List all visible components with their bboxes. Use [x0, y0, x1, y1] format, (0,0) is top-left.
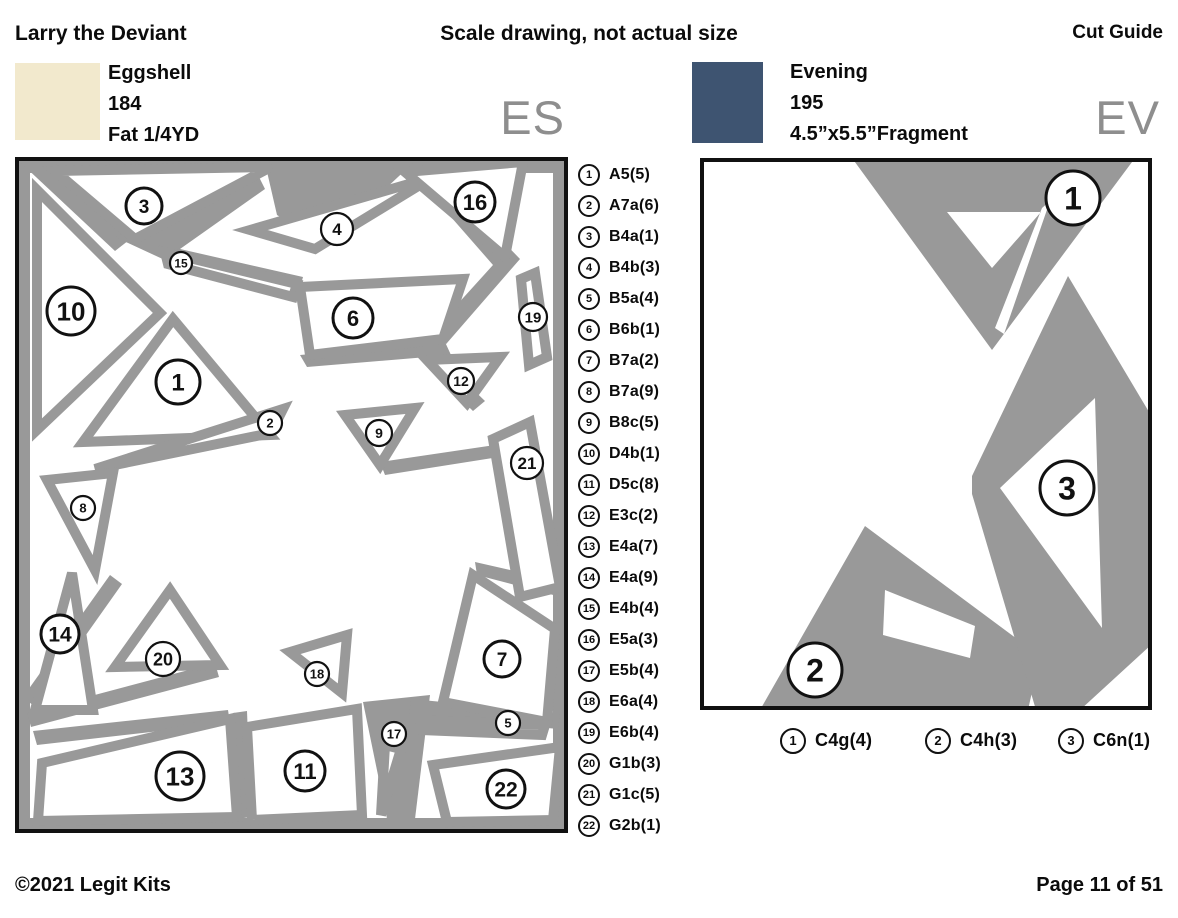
legend-item	[578, 345, 698, 376]
piece-marker-number: 17	[386, 726, 402, 742]
es-panel-code: ES	[500, 91, 565, 144]
legend-item	[578, 655, 698, 686]
piece-marker-number: 3	[1058, 470, 1076, 507]
eggshell-swatch	[15, 63, 100, 140]
legend-number-badge: 20	[578, 753, 600, 775]
legend-item	[780, 725, 872, 756]
legend-item	[578, 221, 698, 252]
legend-item	[578, 500, 698, 531]
ev-cut-diagram	[700, 158, 1152, 710]
legend-number-badge: 11	[578, 474, 600, 496]
legend-item	[578, 810, 698, 841]
evening-info	[790, 57, 968, 150]
legend-number-badge: 9	[578, 412, 600, 434]
legend-item	[578, 252, 698, 283]
legend-number-badge: 19	[578, 722, 600, 744]
piece-marker-number: 3	[138, 196, 150, 218]
legend-number-badge: 3	[1058, 728, 1084, 754]
legend-item	[578, 717, 698, 748]
evening-name: Evening	[790, 61, 868, 83]
legend-label: E4b(4)	[609, 599, 660, 617]
scale-note: Scale drawing, not actual size	[440, 22, 738, 45]
copyright: ©2021 Legit Kits	[15, 874, 171, 896]
legend-item	[578, 748, 698, 779]
piece-marker-number: 14	[48, 623, 72, 647]
legend-item	[578, 190, 698, 221]
legend-label: G2b(1)	[609, 816, 661, 834]
legend-label: C6n(1)	[1093, 730, 1151, 750]
legend-item	[925, 725, 1017, 756]
legend-number-badge: 6	[578, 319, 600, 341]
legend-number-badge: 5	[578, 288, 600, 310]
piece-marker-number: 2	[266, 415, 274, 431]
legend-item	[578, 686, 698, 717]
legend-label: E5b(4)	[609, 661, 660, 679]
piece-marker-number: 21	[517, 454, 537, 474]
legend-item	[578, 593, 698, 624]
legend-number-badge: 13	[578, 536, 600, 558]
legend-number-badge: 22	[578, 815, 600, 837]
piece-marker-number: 7	[496, 649, 508, 671]
eggshell-number: 184	[108, 93, 142, 115]
cut-guide-label: Cut Guide	[1072, 22, 1163, 43]
legend-label: E6b(4)	[609, 723, 660, 741]
legend-item	[578, 779, 698, 810]
legend-number-badge: 10	[578, 443, 600, 465]
legend-label: A5(5)	[609, 165, 651, 183]
piece-marker-number: 11	[293, 758, 317, 784]
legend-item	[578, 283, 698, 314]
evening-cut: 4.5”x5.5”Fragment	[790, 123, 968, 145]
legend-item	[578, 159, 698, 190]
legend-item	[578, 438, 698, 469]
legend-label: B4a(1)	[609, 227, 660, 245]
legend-item	[578, 376, 698, 407]
legend-item	[578, 562, 698, 593]
eggshell-info	[108, 58, 199, 151]
legend-item	[1058, 725, 1150, 756]
legend-label: E4a(7)	[609, 537, 659, 555]
legend-label: C4h(3)	[960, 730, 1018, 750]
piece-marker-number: 2	[806, 652, 824, 689]
legend-label: B5a(4)	[609, 289, 660, 307]
piece-marker-number: 8	[79, 500, 87, 516]
piece-marker-number: 6	[346, 305, 360, 331]
eggshell-name: Eggshell	[108, 62, 192, 84]
piece-marker-number: 20	[152, 649, 174, 670]
piece-marker-number: 10	[56, 296, 86, 327]
legend-item	[578, 469, 698, 500]
legend-label: A7a(6)	[609, 196, 660, 214]
legend-number-badge: 4	[578, 257, 600, 279]
legend-number-badge: 14	[578, 567, 600, 589]
legend-item	[578, 531, 698, 562]
legend-number-badge: 18	[578, 691, 600, 713]
es-legend	[578, 159, 698, 841]
es-cut-diagram	[15, 157, 568, 833]
legend-number-badge: 15	[578, 598, 600, 620]
piece-marker-number: 12	[453, 373, 469, 390]
legend-number-badge: 3	[578, 226, 600, 248]
legend-label: E6a(4)	[609, 692, 659, 710]
legend-number-badge: 8	[578, 381, 600, 403]
piece-marker-number: 22	[494, 778, 518, 802]
piece-marker-number: 9	[375, 425, 383, 442]
piece-marker-number: 19	[524, 309, 542, 327]
legend-label: G1c(5)	[609, 785, 660, 803]
piece-marker-number: 18	[309, 666, 325, 682]
legend-number-badge: 7	[578, 350, 600, 372]
legend-number-badge: 17	[578, 660, 600, 682]
legend-item	[578, 624, 698, 655]
legend-number-badge: 1	[780, 728, 806, 754]
legend-label: G1b(3)	[609, 754, 661, 772]
legend-number-badge: 2	[925, 728, 951, 754]
ev-legend	[700, 725, 1160, 759]
legend-label: B7a(9)	[609, 382, 660, 400]
legend-label: B7a(2)	[609, 351, 660, 369]
legend-label: B6b(1)	[609, 320, 660, 338]
piece-marker-number: 1	[171, 369, 185, 397]
legend-label: D4b(1)	[609, 444, 660, 462]
piece-marker-number: 1	[1064, 180, 1082, 217]
legend-number-badge: 1	[578, 164, 600, 186]
legend-number-badge: 2	[578, 195, 600, 217]
evening-number: 195	[790, 92, 824, 114]
legend-number-badge: 16	[578, 629, 600, 651]
legend-label: D5c(8)	[609, 475, 660, 493]
legend-label: E3c(2)	[609, 506, 659, 524]
legend-label: B4b(3)	[609, 258, 660, 276]
evening-swatch	[692, 62, 763, 143]
legend-label: E5a(3)	[609, 630, 659, 648]
legend-label: E4a(9)	[609, 568, 659, 586]
piece-marker-number: 16	[462, 189, 488, 215]
legend-item	[578, 314, 698, 345]
legend-number-badge: 12	[578, 505, 600, 527]
piece-marker-number: 15	[174, 256, 188, 271]
piece-marker-number: 4	[332, 220, 342, 240]
page-number: Page 11 of 51	[1036, 874, 1163, 896]
legend-label: B8c(5)	[609, 413, 660, 431]
legend-item	[578, 407, 698, 438]
ev-panel-code: EV	[1095, 91, 1160, 144]
pattern-name: Larry the Deviant	[15, 22, 187, 45]
piece-marker-number: 13	[165, 761, 195, 792]
piece-marker-number: 5	[504, 715, 512, 731]
legend-number-badge: 21	[578, 784, 600, 806]
eggshell-cut: Fat 1/4YD	[108, 124, 200, 146]
legend-label: C4g(4)	[815, 730, 873, 750]
